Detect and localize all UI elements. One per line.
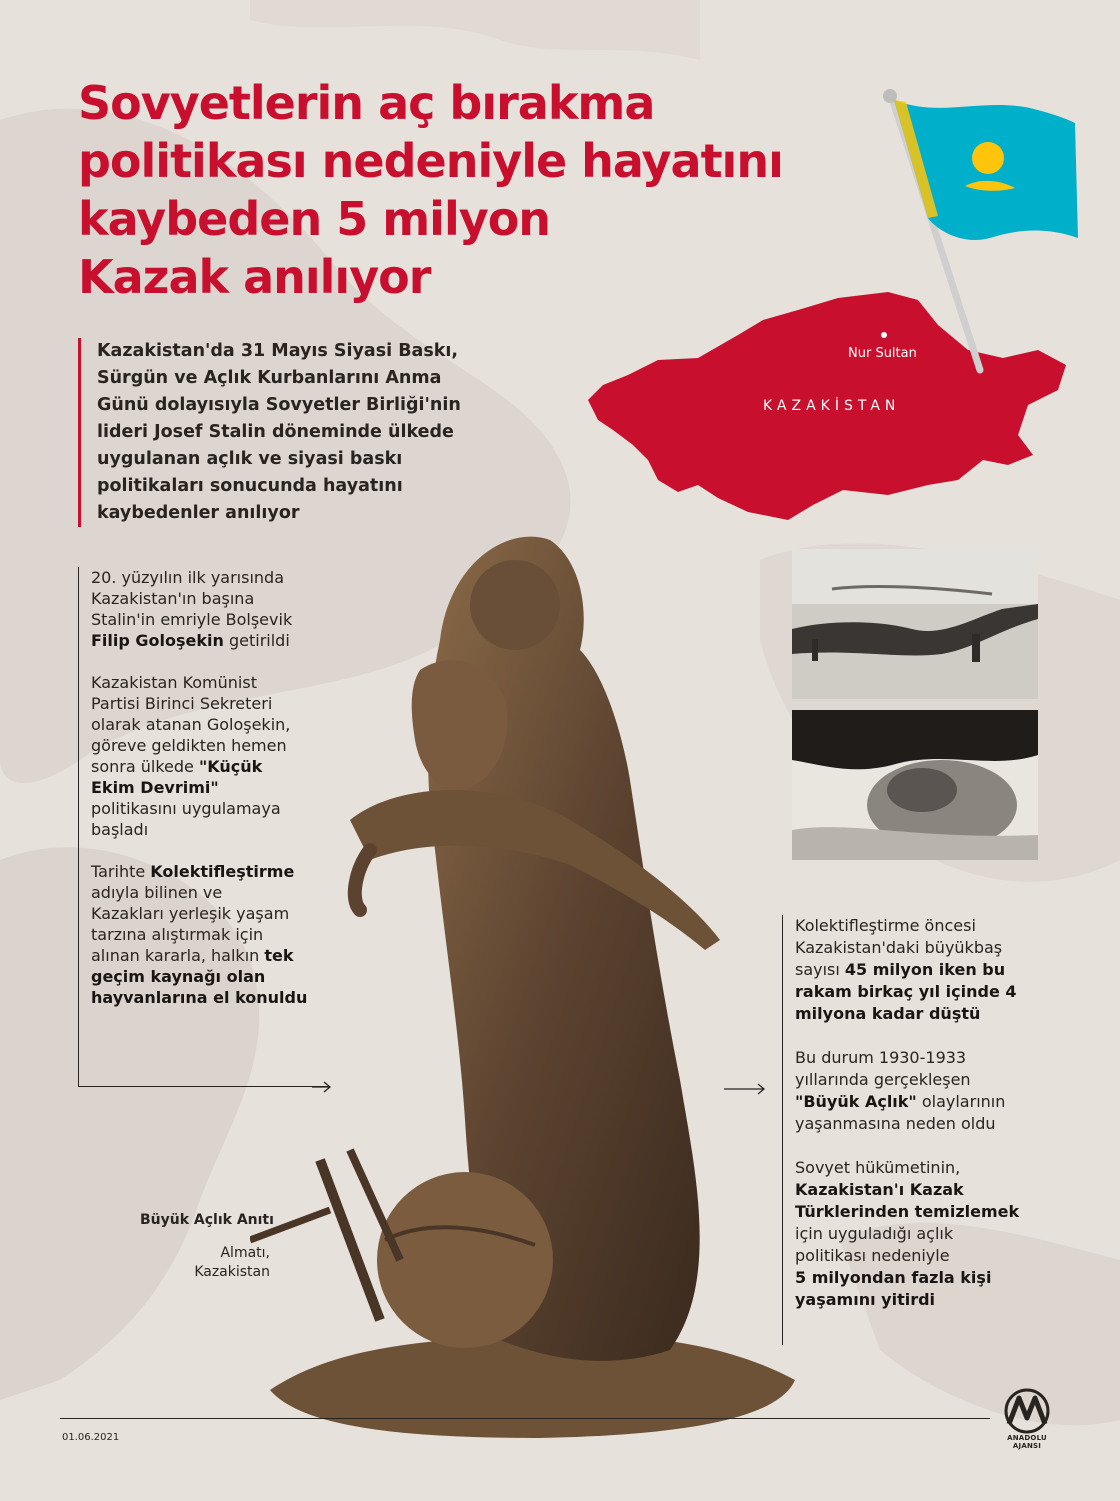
text-line [795,1091,1062,1113]
text-line: yaşanmasına neden oldu [795,1114,996,1133]
intro-line: Günü dolayısıyla Sovyetler Birliği'nin [97,395,461,415]
text-line: başladı [91,820,149,839]
text-line [795,1267,1062,1289]
bold-text: tek [264,946,294,965]
bold-text: Filip Goloşekin [91,631,224,650]
right-text-column [782,915,1062,1345]
title-line: Sovyetlerin aç bırakma [78,76,655,130]
archive-photo-herds [792,549,1038,699]
agency-name: ANADOLU AJANSI [1007,1434,1047,1450]
text-line [795,1201,1062,1223]
text-line: Partisi Birinci Sekreteri [91,694,273,713]
bold-text: "Büyük Açlık" [795,1092,917,1111]
bold-text: 45 milyon iken bu [844,960,1006,979]
text-line: yıllarında gerçekleşen [795,1070,971,1089]
text-line: Kolektifleştirme öncesi [795,916,976,935]
text: getirildi [223,631,290,650]
intro-line: Sürgün ve Açlık Kurbanlarını Anma [97,368,442,388]
archive-photo-victim [792,710,1038,860]
text-line: politikası nedeniyle [795,1246,950,1265]
text-line: göreve geldikten hemen [91,736,287,755]
intro-line: lideri Josef Stalin döneminde ülkede [97,422,454,442]
bold-text: yaşamını yitirdi [795,1290,936,1309]
bold-text: Türklerinden temizlemek [795,1202,1020,1221]
text: Tarihte [91,862,151,881]
text-line: için uyguladığı açlık [795,1224,954,1243]
intro-line: Kazakistan'da 31 Mayıs Siyasi Baskı, [97,341,459,361]
text-line [795,981,1062,1003]
bold-text: geçim kaynağı olan [91,967,266,986]
location-line: Kazakistan [194,1264,270,1280]
right-paragraph-3 [795,1157,1062,1311]
intro-line: uygulanan açlık ve siyasi baskı [97,449,403,469]
text-line: politikasını uygulamaya [91,799,281,818]
text-line: Kazakistan'ın başına [91,589,255,608]
title-line: politikası nedeniyle hayatını [78,134,783,188]
bold-text: rakam birkaç yıl içinde 4 [795,982,1017,1001]
text-line: olarak atanan Goloşekin, [91,715,291,734]
text-line: Kazakları yerleşik yaşam [91,904,290,923]
text-line: adıyla bilinen ve [91,883,223,902]
text: olaylarının [916,1092,1006,1111]
agency-logo [992,1388,1062,1448]
bold-text: Ekim Devrimi" [91,778,219,797]
page-title [78,74,838,306]
text-line: Sovyet hükümetinin, [795,1158,961,1177]
text-line: Kazakistan Komünist [91,673,257,692]
text: alınan kararla, halkın [91,946,265,965]
text-line: tarzına alıştırmak için [91,925,264,944]
title-line: kaybeden 5 milyon [78,192,551,246]
text-line: Stalin'in emriyle Bolşevik [91,610,293,629]
kazakhstan-flag [880,88,1080,378]
bold-text: 5 milyondan fazla kişi [795,1268,992,1287]
text-line: 20. yüzyılın ilk yarısında [91,568,284,587]
intro-paragraph [78,338,517,527]
arrow-right-icon [724,1081,766,1097]
bold-text: Kolektifleştirme [150,862,295,881]
bold-text: milyona kadar düştü [795,1004,981,1023]
country-label: KAZAKİSTAN [763,398,901,414]
monument-statue [250,520,810,1450]
text: sonra ülkede [91,757,199,776]
text-line [795,959,1062,981]
text-line [795,1179,1062,1201]
location-line: Almatı, [220,1245,270,1261]
monument-name: Büyük Açlık Anıtı [140,1212,274,1228]
footer-divider [60,1418,990,1419]
aa-logo-icon [999,1388,1055,1434]
intro-line: politikaları sonucunda hayatını [97,476,403,496]
bold-text: "Küçük [198,757,263,776]
text-line: Kazakistan'daki büyükbaş [795,938,1003,957]
title-line: Kazak anılıyor [78,250,431,304]
bold-text: hayvanlarına el konuldu [91,988,308,1007]
right-paragraph-2 [795,1047,1062,1135]
capital-label: Nur Sultan [848,346,917,361]
text-line: Bu durum 1930-1933 [795,1048,967,1067]
publish-date: 01.06.2021 [62,1432,120,1443]
monument-location [170,1244,270,1282]
intro-line: kaybedenler anılıyor [97,503,300,523]
text: sayısı [795,960,845,979]
right-paragraph-1 [795,915,1062,1025]
text-line [795,1003,1062,1025]
text-line [795,1289,1062,1311]
bold-text: Kazakistan'ı Kazak [795,1180,964,1199]
